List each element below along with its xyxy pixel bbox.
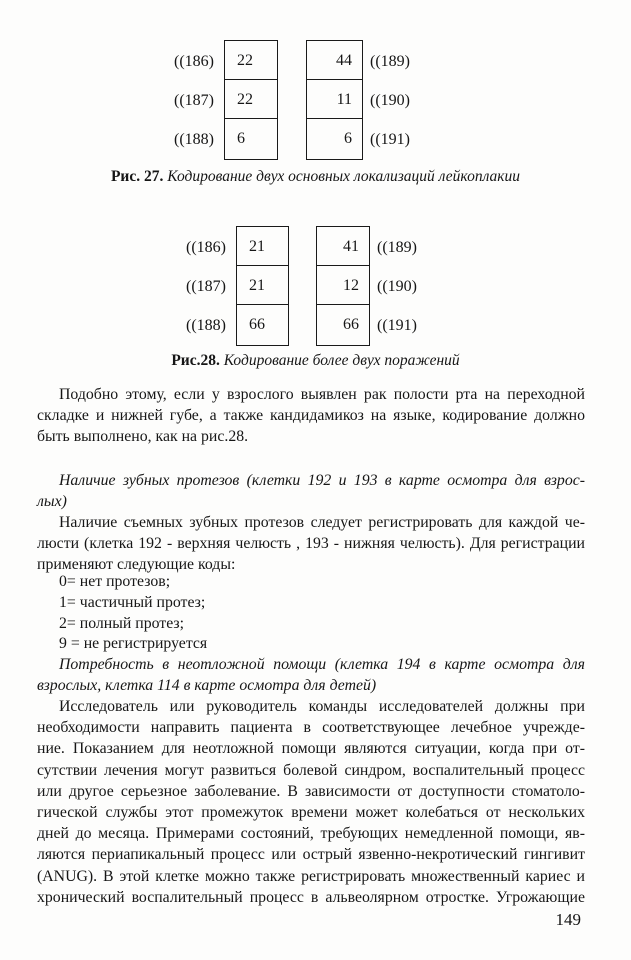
section-heading-dentures — [37, 470, 585, 512]
fig28-label-186: ((186) — [186, 239, 226, 256]
text-line: применяют следующие коды: — [37, 556, 236, 574]
section-heading-urgent-care — [37, 654, 585, 696]
text-line: дней до месяца. Примерами состояний, требующих немедленной помощи, яв- — [37, 825, 585, 843]
text-line: быть выполнено, как на рис.28. — [37, 428, 249, 446]
text-line: Подобно этому, если у взрослого выявлен рак полости рта на переходной — [59, 386, 585, 403]
fig27-cell-191: 6 — [344, 130, 352, 147]
fig27-cell-188: 6 — [237, 130, 245, 147]
text-line: или другое серьезное заболевание. В зависимости от доступности стоматоло- — [37, 782, 585, 800]
figure-28-number: Рис.28. — [171, 352, 220, 369]
fig28-left-column — [236, 226, 289, 346]
text-line: сутствии лечения могут развиться болевой синдром, воспалительный процесс — [37, 761, 585, 779]
text-line: (ANUG). В этой клетке можно также регистрировать множественный кариес и — [37, 867, 585, 885]
list-item: 0= нет протезов; — [59, 573, 171, 590]
text-line: взрослых, клетка 114 в карте осмотра для детей) — [37, 677, 377, 695]
paragraph-urgent-care — [37, 696, 585, 908]
figure-28-caption — [0, 352, 631, 370]
text-line: Наличие зубных протезов (клетки 192 и 193 в карте осмотра для взрос- — [59, 472, 585, 489]
fig27-label-187: ((187) — [174, 92, 214, 109]
text-line: хронический воспалительный процесс в альвеолярном отростке. Угрожающие — [37, 888, 585, 906]
fig28-cell-189: 41 — [317, 227, 369, 266]
fig27-label-186: ((186) — [174, 53, 214, 70]
fig28-label-191: ((191) — [377, 317, 417, 334]
fig27-label-188: ((188) — [174, 131, 214, 148]
text-line: Потребность в неотложной помощи (клетка 194 в карте осмотра для — [59, 656, 585, 673]
text-line: ляются периапикальный процесс или острый язвенно-некротический гингивит — [37, 846, 585, 864]
fig28-label-187: ((187) — [186, 278, 226, 295]
fig28-label-188: ((188) — [186, 317, 226, 334]
fig27-label-190: ((190) — [370, 92, 410, 109]
fig27-cell-187: 22 — [225, 80, 277, 119]
fig28-label-190: ((190) — [377, 278, 417, 295]
text-line: люсти (клетка 192 - верхняя челюсть , 193 - нижняя челюсть). Для регистрации — [37, 535, 585, 553]
text-line: гической службы этот промежуток времени может колебаться от нескольких — [37, 804, 585, 822]
fig28-cell-190: 12 — [317, 266, 369, 305]
text-line: необходимости направить пациента в соответствующее лечебное учрежде- — [37, 719, 585, 737]
paragraph-dentures — [37, 512, 585, 576]
fig28-cell-188: 66 — [249, 316, 265, 333]
fig28-cell-186: 21 — [237, 227, 288, 266]
fig27-label-191: ((191) — [370, 131, 410, 148]
fig28-label-189: ((189) — [377, 239, 417, 256]
fig27-cell-186: 22 — [225, 41, 277, 80]
fig28-right-column — [316, 226, 370, 346]
denture-codes-list — [59, 572, 207, 655]
text-line: Наличие съемных зубных протезов следует регистрировать для каждой че- — [59, 514, 585, 531]
figure-27-number: Рис. 27. — [110, 168, 164, 185]
fig27-label-189: ((189) — [370, 53, 410, 70]
list-item: 2= полный протез; — [59, 614, 185, 632]
text-line: лых) — [37, 493, 67, 511]
text-line: Исследователь или руководитель команды исследователей должны при — [59, 698, 585, 715]
fig27-cell-189: 44 — [307, 41, 362, 80]
text-line: ние. Показанием для неотложной помощи являются ситуации, когда при от- — [37, 740, 585, 758]
fig27-cell-190: 11 — [307, 80, 362, 119]
text-line: складке и нижней губе, а также кандидамикоз на языке, кодирование должно — [37, 407, 585, 425]
list-item: 1= частичный протез; — [59, 593, 206, 611]
figure-27-title: Кодирование двух основных локализаций лейкоплакии — [167, 168, 521, 185]
list-item: 9 = не регистрируется — [59, 635, 208, 653]
paragraph-leukoplakia-example — [37, 384, 585, 448]
fig28-cell-191: 66 — [343, 316, 359, 333]
fig28-cell-187: 21 — [237, 266, 288, 305]
figure-28-title: Кодирование более двух поражений — [223, 352, 460, 369]
figure-28 — [0, 0, 631, 360]
page-number: 149 — [555, 910, 581, 929]
